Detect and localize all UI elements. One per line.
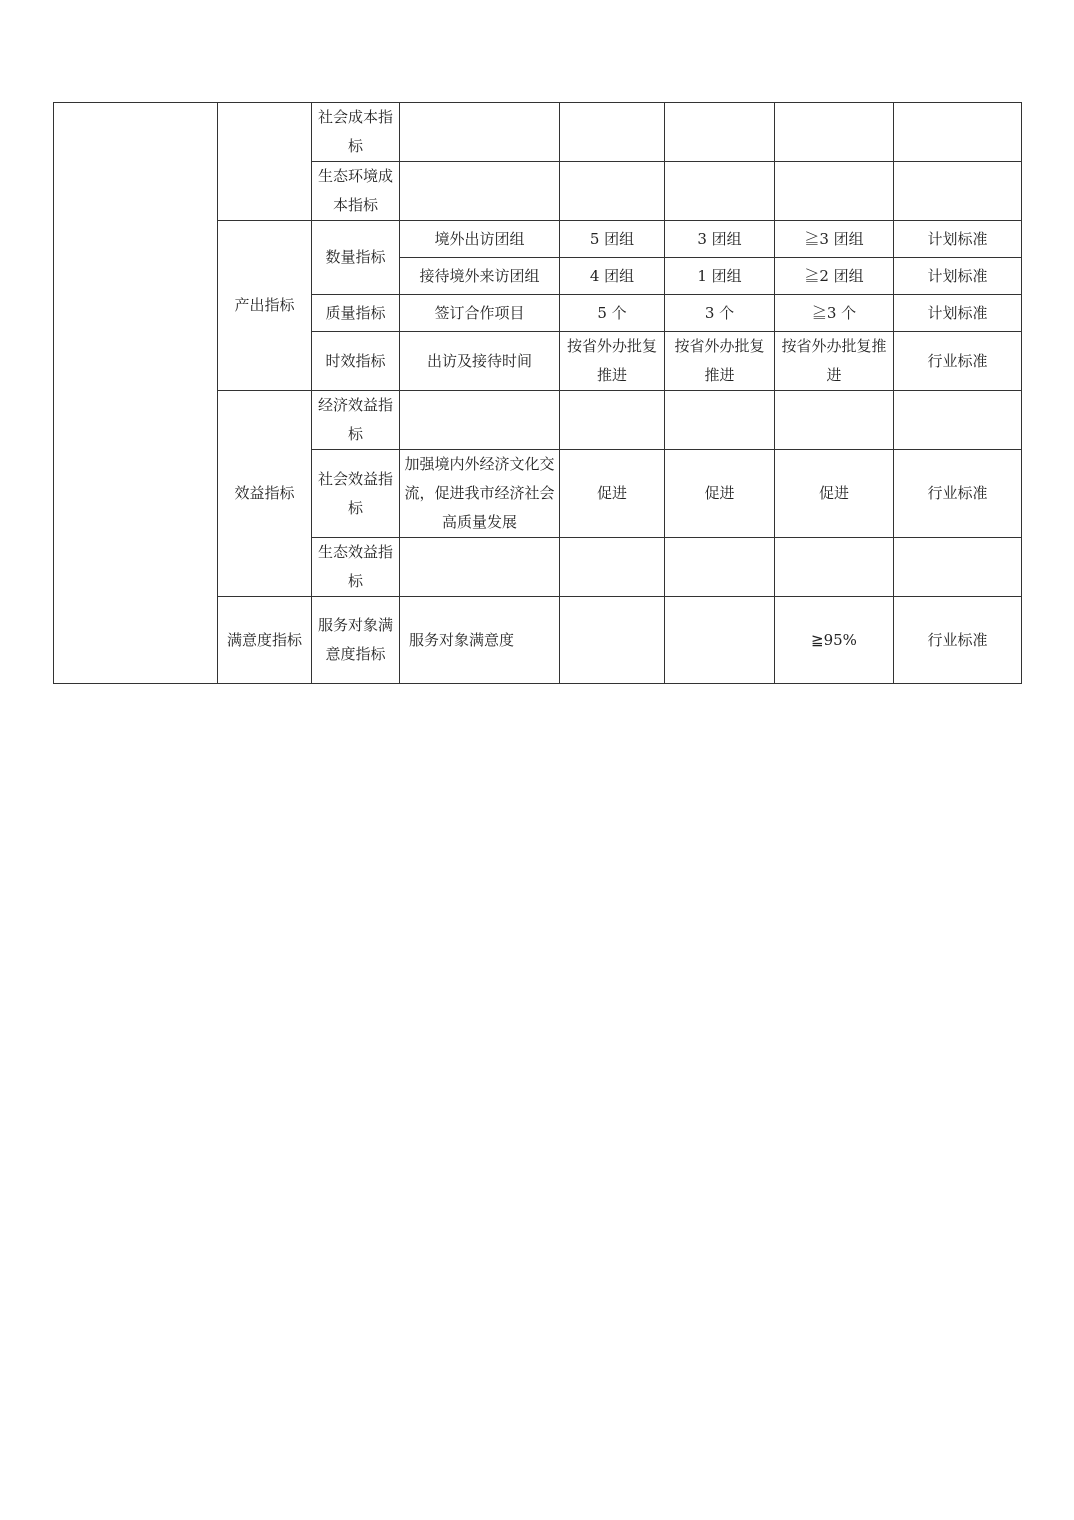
value-cell: 按省外办批复推进 bbox=[560, 332, 665, 391]
basis-cell: 计划标准 bbox=[894, 295, 1022, 332]
value-cell: ≧2 团组 bbox=[775, 258, 894, 295]
item-cell bbox=[400, 391, 560, 450]
sub-indicator-cell: 社会成本指标 bbox=[312, 103, 400, 162]
item-cell: 签订合作项目 bbox=[400, 295, 560, 332]
item-cell bbox=[400, 162, 560, 221]
sub-indicator-cell: 社会效益指标 bbox=[312, 450, 400, 538]
value-cell: 5 团组 bbox=[560, 221, 665, 258]
value-cell bbox=[775, 538, 894, 597]
basis-cell bbox=[894, 538, 1022, 597]
item-cell: 接待境外来访团组 bbox=[400, 258, 560, 295]
value-cell bbox=[665, 391, 775, 450]
value-cell bbox=[665, 538, 775, 597]
sub-indicator-cell: 数量指标 bbox=[312, 221, 400, 295]
value-cell: 按省外办批复推进 bbox=[775, 332, 894, 391]
basis-cell: 计划标准 bbox=[894, 258, 1022, 295]
value-cell: ≧95% bbox=[775, 597, 894, 684]
basis-cell: 行业标准 bbox=[894, 450, 1022, 538]
category-cell: 效益指标 bbox=[218, 391, 312, 597]
value-cell: 3 团组 bbox=[665, 221, 775, 258]
value-cell: 按省外办批复推进 bbox=[665, 332, 775, 391]
cost-category-cell bbox=[218, 103, 312, 221]
value-cell: ≧3 个 bbox=[775, 295, 894, 332]
basis-cell: 行业标准 bbox=[894, 597, 1022, 684]
sub-indicator-cell: 服务对象满意度指标 bbox=[312, 597, 400, 684]
item-cell bbox=[400, 538, 560, 597]
value-cell bbox=[560, 597, 665, 684]
sub-indicator-cell: 时效指标 bbox=[312, 332, 400, 391]
value-cell bbox=[665, 162, 775, 221]
item-cell: 加强境内外经济文化交流，促进我市经济社会高质量发展 bbox=[400, 450, 560, 538]
value-cell bbox=[775, 391, 894, 450]
item-cell: 出访及接待时间 bbox=[400, 332, 560, 391]
sub-indicator-cell: 经济效益指标 bbox=[312, 391, 400, 450]
item-cell bbox=[400, 103, 560, 162]
value-cell bbox=[775, 162, 894, 221]
performance-indicator-table bbox=[53, 102, 1022, 684]
basis-cell: 计划标准 bbox=[894, 221, 1022, 258]
sub-indicator-cell: 生态效益指标 bbox=[312, 538, 400, 597]
value-cell: 3 个 bbox=[665, 295, 775, 332]
value-cell: ≧3 团组 bbox=[775, 221, 894, 258]
category-cell: 产出指标 bbox=[218, 221, 312, 391]
value-cell bbox=[560, 103, 665, 162]
value-cell: 1 团组 bbox=[665, 258, 775, 295]
basis-cell: 行业标准 bbox=[894, 332, 1022, 391]
value-cell bbox=[665, 597, 775, 684]
value-cell: 4 团组 bbox=[560, 258, 665, 295]
item-cell: 境外出访团组 bbox=[400, 221, 560, 258]
value-cell bbox=[665, 103, 775, 162]
value-cell bbox=[560, 391, 665, 450]
basis-cell bbox=[894, 391, 1022, 450]
basis-cell bbox=[894, 162, 1022, 221]
sub-indicator-cell: 生态环境成本指标 bbox=[312, 162, 400, 221]
sub-indicator-cell: 质量指标 bbox=[312, 295, 400, 332]
value-cell bbox=[560, 162, 665, 221]
table-row bbox=[54, 103, 1022, 162]
blank-first-column-cell bbox=[54, 103, 218, 684]
value-cell bbox=[560, 538, 665, 597]
value-cell bbox=[775, 103, 894, 162]
value-cell: 5 个 bbox=[560, 295, 665, 332]
value-cell: 促进 bbox=[560, 450, 665, 538]
category-cell: 满意度指标 bbox=[218, 597, 312, 684]
basis-cell bbox=[894, 103, 1022, 162]
value-cell: 促进 bbox=[775, 450, 894, 538]
value-cell: 促进 bbox=[665, 450, 775, 538]
item-cell: 服务对象满意度 bbox=[400, 597, 560, 684]
